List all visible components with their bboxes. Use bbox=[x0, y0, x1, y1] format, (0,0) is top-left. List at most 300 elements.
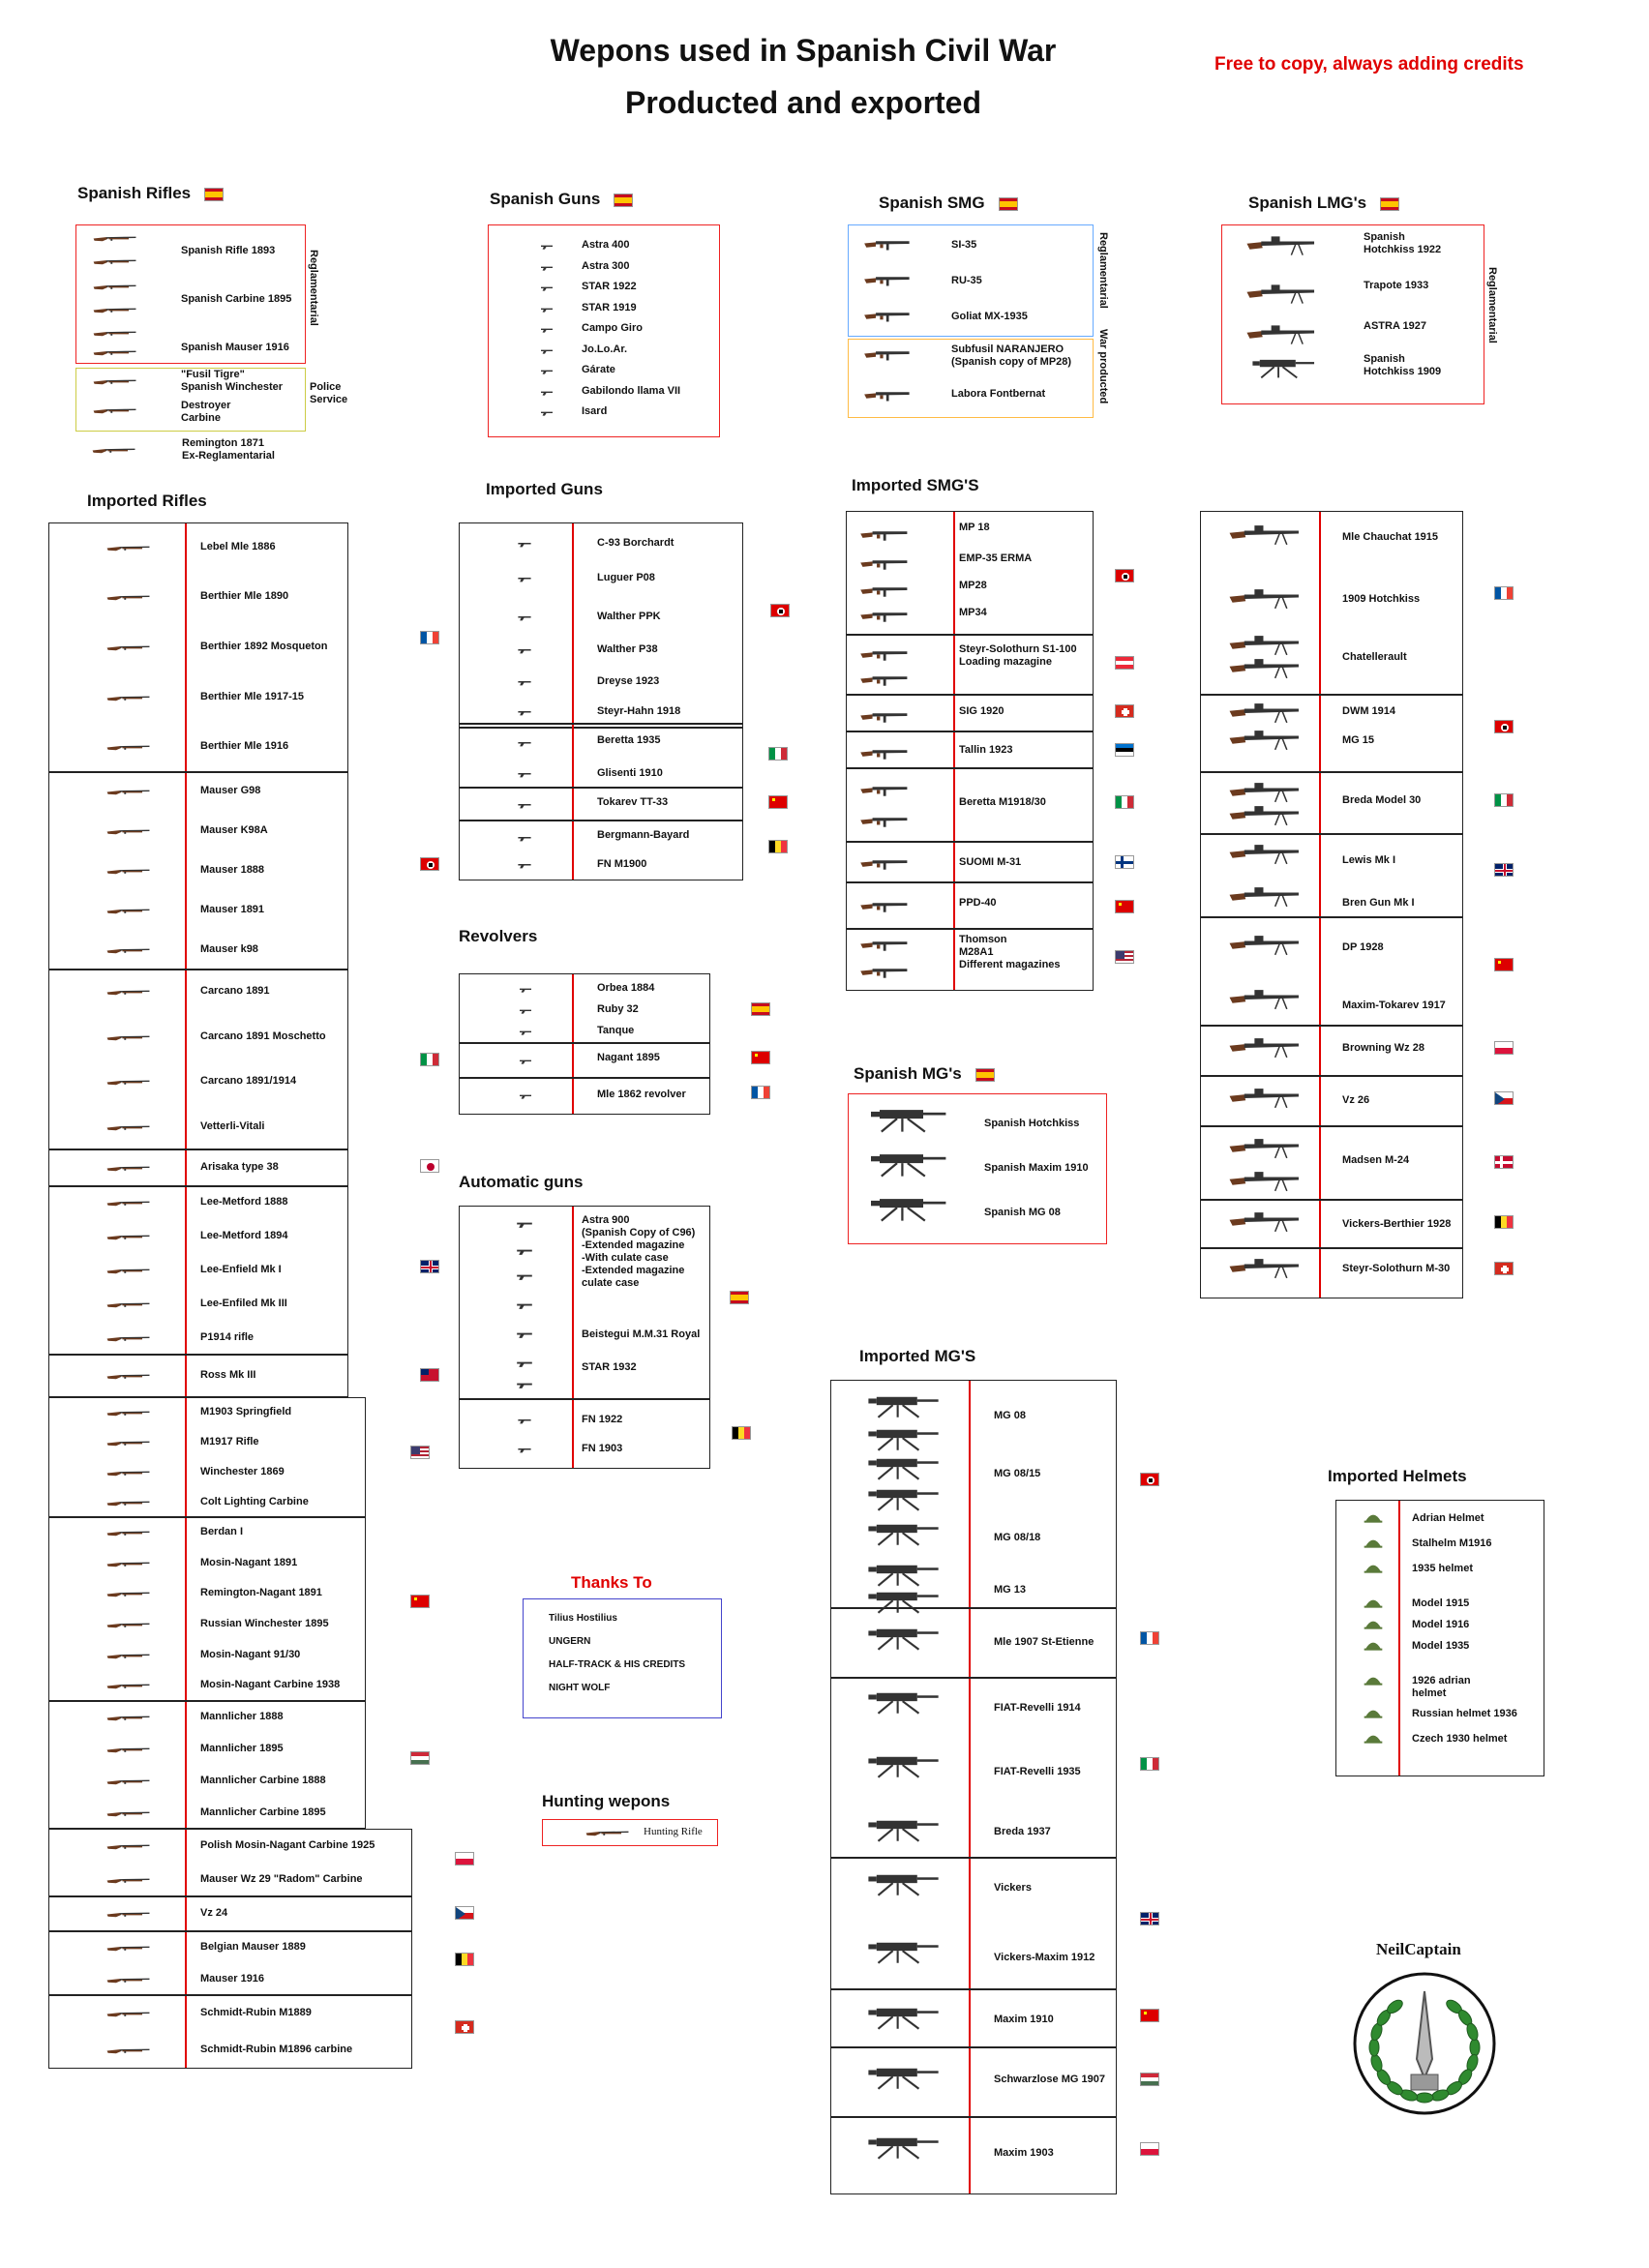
rifle-icon bbox=[86, 943, 171, 962]
section-title-text: Spanish MG's bbox=[854, 1064, 962, 1083]
us-flag-icon bbox=[1115, 950, 1134, 964]
weapon-label: Maxim 1903 bbox=[994, 2147, 1054, 2159]
section-title-text: Imported MG'S bbox=[859, 1347, 976, 1365]
weapon-label: Maxim 1910 bbox=[994, 2014, 1054, 2025]
weapon-label: Mauser Wz 29 "Radom" Carbine bbox=[200, 1872, 363, 1885]
weapon-label: Vickers-Maxim 1912 bbox=[994, 1952, 1095, 1963]
imported-lmg-group bbox=[1200, 834, 1463, 917]
emblem-icon bbox=[1351, 1970, 1498, 2122]
divider bbox=[953, 883, 955, 928]
smg-icon bbox=[862, 345, 914, 368]
imported-mg-group bbox=[830, 2047, 1117, 2117]
ru-flag-icon bbox=[751, 1051, 770, 1064]
weapon-label: Isard bbox=[582, 405, 608, 417]
rifle-icon bbox=[86, 1907, 171, 1925]
police-service-tag: Police Service bbox=[310, 381, 348, 405]
imported-lmg-group bbox=[1200, 1076, 1463, 1126]
ru-flag-icon bbox=[1140, 2009, 1159, 2022]
section-title-spanish-mgs bbox=[854, 1064, 995, 1084]
weapon-label: FN M1900 bbox=[597, 858, 647, 870]
pistol-icon bbox=[514, 643, 535, 661]
rifle-icon bbox=[86, 785, 171, 803]
weapon-label: Orbea 1884 bbox=[597, 982, 655, 994]
de-flag-icon bbox=[770, 604, 790, 617]
rifle-icon bbox=[86, 590, 171, 609]
reglamentarial-tag: Reglamentarial bbox=[1486, 267, 1498, 343]
rifle-icon bbox=[86, 1369, 171, 1388]
jp-flag-icon bbox=[420, 1159, 439, 1173]
lmg-icon bbox=[1228, 1210, 1302, 1238]
imported-guns-be-box bbox=[459, 821, 743, 880]
pl-flag-icon bbox=[1140, 2142, 1159, 2156]
divider bbox=[969, 1679, 971, 1857]
section-title-text: Hunting wepons bbox=[542, 1792, 671, 1810]
lmg-icon bbox=[1245, 282, 1317, 312]
weapon-label: FN 1903 bbox=[582, 1443, 623, 1454]
smg-icon bbox=[858, 671, 913, 693]
imported-rifles-group bbox=[48, 1931, 412, 1995]
weapon-label: Stalhelm M1916 bbox=[1412, 1537, 1492, 1549]
imported-rifles-group bbox=[48, 1355, 348, 1397]
smg-icon bbox=[858, 645, 913, 668]
weapon-label: Walther P38 bbox=[597, 643, 658, 655]
weapon-label: Vetterli-Vitali bbox=[200, 1119, 265, 1132]
weapon-label: Belgian Mauser 1889 bbox=[200, 1940, 306, 1953]
lmg-icon bbox=[1228, 587, 1302, 615]
weapon-label: Spanish Carbine 1895 bbox=[181, 293, 292, 305]
rifle-icon bbox=[80, 231, 150, 250]
weapon-label: Spanish Maxim 1910 bbox=[984, 1162, 1089, 1174]
rifle-icon bbox=[86, 824, 171, 843]
weapon-label: Beretta 1935 bbox=[597, 734, 661, 746]
divider bbox=[1319, 512, 1321, 694]
weapon-label: Ruby 32 bbox=[597, 1003, 639, 1015]
smg-icon bbox=[862, 307, 914, 329]
section-title-text: Spanish Rifles bbox=[77, 184, 192, 202]
weapon-label: Lewis Mk I bbox=[1342, 854, 1396, 866]
mg-icon bbox=[860, 1483, 942, 1519]
divider bbox=[953, 930, 955, 990]
imported-lmg-group bbox=[1200, 1026, 1463, 1076]
rifle-icon bbox=[86, 1075, 171, 1093]
imported-smg-group bbox=[846, 635, 1094, 695]
imported-mg-group bbox=[830, 1858, 1117, 1989]
smg-icon bbox=[858, 854, 913, 877]
weapon-label: MG 08/18 bbox=[994, 1532, 1041, 1543]
weapon-label: M1917 Rifle bbox=[200, 1435, 259, 1447]
divider bbox=[953, 512, 955, 634]
mg-icon bbox=[862, 1147, 949, 1186]
revolvers-fr-box bbox=[459, 1078, 710, 1115]
credit-name: HALF-TRACK & HIS CREDITS bbox=[549, 1659, 686, 1670]
imported-guns-box bbox=[459, 522, 743, 724]
divider bbox=[572, 1044, 574, 1077]
spanish-smg-box bbox=[848, 224, 1094, 337]
pistol-icon bbox=[512, 1218, 537, 1236]
divider bbox=[1319, 1027, 1321, 1075]
section-title-imported-rifles bbox=[87, 492, 207, 511]
weapon-label: Astra 300 bbox=[582, 259, 630, 272]
imported-rifles-group bbox=[48, 1517, 366, 1701]
weapon-label: MG 15 bbox=[1342, 734, 1375, 746]
reglamentarial-tag: Reglamentarial bbox=[1097, 232, 1109, 309]
it-flag-icon bbox=[1494, 793, 1514, 807]
imported-smg-group bbox=[846, 695, 1094, 731]
be-flag-icon bbox=[768, 840, 788, 853]
rifle-icon bbox=[86, 1196, 171, 1214]
weapon-label: Breda 1937 bbox=[994, 1826, 1051, 1837]
divider bbox=[572, 821, 574, 880]
es-flag-icon bbox=[204, 188, 224, 201]
rifle-icon bbox=[86, 1711, 171, 1729]
lmg-icon bbox=[1228, 657, 1302, 685]
weapon-label: Madsen M-24 bbox=[1342, 1154, 1410, 1166]
weapon-label: Spanish Hotchkiss 1909 bbox=[1364, 353, 1442, 377]
weapon-label: Vickers-Berthier 1928 bbox=[1342, 1218, 1452, 1230]
pistol-icon bbox=[512, 1328, 537, 1346]
lmg-icon bbox=[1228, 804, 1302, 832]
helmet-icon bbox=[1364, 1534, 1383, 1558]
divider bbox=[1319, 835, 1321, 916]
rifle-icon bbox=[86, 1557, 171, 1575]
weapon-label: Adrian Helmet bbox=[1412, 1512, 1484, 1524]
weapon-label: Nagant 1895 bbox=[597, 1052, 660, 1063]
imported-rifles-group bbox=[48, 1995, 412, 2069]
weapon-label: Chatellerault bbox=[1342, 651, 1407, 663]
imported-lmg-group bbox=[1200, 917, 1463, 1026]
imported-lmg-group bbox=[1200, 772, 1463, 834]
weapon-label: Spanish Hotchkiss bbox=[984, 1118, 1080, 1129]
weapon-label: Trapote 1933 bbox=[1364, 280, 1429, 291]
helmet-icon bbox=[1364, 1559, 1383, 1583]
cz-flag-icon bbox=[1494, 1091, 1514, 1105]
weapon-label: Luguer P08 bbox=[597, 572, 655, 583]
weapon-label: DP 1928 bbox=[1342, 941, 1384, 953]
rifle-icon bbox=[86, 691, 171, 709]
pistol-icon bbox=[537, 364, 556, 381]
weapon-label: Colt Lighting Carbine bbox=[200, 1495, 309, 1507]
lmg-icon bbox=[1228, 934, 1302, 962]
weapon-label: Arisaka type 38 bbox=[200, 1161, 279, 1173]
helmet-icon bbox=[1364, 1508, 1383, 1533]
weapon-label: MP28 bbox=[959, 580, 987, 591]
us-flag-icon bbox=[410, 1446, 430, 1459]
weapon-label: Maxim-Tokarev 1917 bbox=[1342, 1000, 1446, 1011]
rifle-icon bbox=[86, 2007, 171, 2025]
helmets-box bbox=[1335, 1500, 1544, 1776]
section-title-revolvers bbox=[459, 927, 537, 946]
mg-icon bbox=[860, 1518, 942, 1554]
weapon-label: Mle 1862 revolver bbox=[597, 1089, 686, 1100]
imported-mg-group bbox=[830, 1989, 1117, 2047]
weapon-label: Tanque bbox=[597, 1025, 635, 1036]
revolvers-box bbox=[459, 973, 710, 1043]
weapon-label: Mosin-Nagant Carbine 1938 bbox=[200, 1679, 341, 1691]
weapon-label: Carcano 1891/1914 bbox=[200, 1075, 297, 1088]
imported-mg-group bbox=[830, 1608, 1117, 1678]
pistol-icon bbox=[512, 1270, 537, 1288]
pistol-icon bbox=[514, 798, 535, 816]
weapon-label: 1935 helmet bbox=[1412, 1563, 1473, 1574]
pistol-icon bbox=[514, 1414, 535, 1431]
weapon-label: Astra 900 (Spanish Copy of C96) -Extended magazine -With culate case -Extended magazine culate case bbox=[582, 1214, 696, 1289]
divider bbox=[969, 1990, 971, 2046]
smg-icon bbox=[858, 897, 913, 919]
mg-icon bbox=[860, 2062, 942, 2098]
rifle-icon bbox=[86, 2044, 171, 2062]
weapon-label: Breda Model 30 bbox=[1342, 794, 1422, 806]
divider bbox=[1319, 1127, 1321, 1199]
smg-icon bbox=[858, 963, 913, 985]
pistol-icon bbox=[514, 705, 535, 723]
section-title-hunting bbox=[542, 1792, 670, 1811]
rifle-icon bbox=[86, 1526, 171, 1544]
rifle-icon bbox=[80, 345, 150, 364]
section-title-thanks bbox=[571, 1573, 652, 1593]
imported-guns-ru-box bbox=[459, 788, 743, 821]
revolvers-ru-box bbox=[459, 1043, 710, 1078]
weapon-label: MG 08 bbox=[994, 1410, 1027, 1421]
divider bbox=[572, 523, 574, 723]
author-name: NeilCaptain bbox=[1376, 1940, 1461, 1958]
divider bbox=[1319, 696, 1321, 771]
credit-name: NIGHT WOLF bbox=[549, 1683, 611, 1693]
lmg-icon bbox=[1228, 701, 1302, 730]
smg-icon bbox=[858, 936, 913, 958]
rifle-icon bbox=[86, 1030, 171, 1049]
weapon-label: Remington 1871 Ex-Reglamentarial bbox=[182, 437, 275, 462]
title-line-2: Producted and exported bbox=[624, 85, 982, 120]
imported-rifles-group bbox=[48, 1896, 412, 1931]
de-flag-icon bbox=[420, 857, 439, 871]
divider bbox=[185, 523, 187, 771]
rifle-icon bbox=[86, 904, 171, 922]
divider bbox=[185, 1150, 187, 1185]
weapon-label: Berthier Mle 1917-15 bbox=[200, 690, 304, 702]
divider bbox=[953, 636, 955, 694]
pistol-icon bbox=[512, 1379, 537, 1396]
weapon-label: Gabilondo llama VII bbox=[582, 384, 681, 397]
imported-smg-group bbox=[846, 731, 1094, 768]
lmg-icon bbox=[1228, 885, 1302, 913]
smg-icon bbox=[858, 707, 913, 730]
mg-icon bbox=[860, 1686, 942, 1722]
weapon-label: Berthier Mle 1916 bbox=[200, 740, 289, 753]
lmg-icon bbox=[1228, 1087, 1302, 1115]
divider bbox=[969, 2048, 971, 2116]
rifle-icon bbox=[80, 303, 150, 321]
helmet-icon bbox=[1364, 1671, 1383, 1695]
imported-rifles-group bbox=[48, 1701, 366, 1829]
rifle-icon bbox=[79, 443, 149, 462]
ch-flag-icon bbox=[1494, 1262, 1514, 1275]
spanish-guns-box bbox=[488, 224, 720, 437]
divider bbox=[572, 1207, 574, 1398]
weapon-label: MG 13 bbox=[994, 1584, 1027, 1596]
weapon-label: SI-35 bbox=[951, 239, 977, 251]
weapon-label: Lee-Metford 1894 bbox=[200, 1230, 288, 1242]
pistol-icon bbox=[514, 572, 535, 589]
rifle-icon bbox=[86, 1839, 171, 1858]
fr-flag-icon bbox=[1494, 586, 1514, 600]
weapon-label: Mle 1907 St-Etienne bbox=[994, 1636, 1094, 1648]
rifle-icon bbox=[86, 1436, 171, 1454]
reglamentarial-tag: Reglamentarial bbox=[308, 250, 319, 326]
weapon-label: Vickers bbox=[994, 1882, 1032, 1894]
pistol-icon bbox=[514, 767, 535, 785]
ru-flag-icon bbox=[410, 1595, 430, 1608]
dk-flag-icon bbox=[1494, 1155, 1514, 1169]
weapon-label: Schmidt-Rubin M1889 bbox=[200, 2007, 312, 2018]
war-produced-tag: War producted bbox=[1097, 329, 1109, 404]
imported-lmg-group bbox=[1200, 1248, 1463, 1298]
weapon-label: RU-35 bbox=[951, 275, 982, 286]
smg-icon bbox=[862, 235, 914, 257]
es-flag-icon bbox=[975, 1068, 995, 1082]
imported-lmg-group bbox=[1200, 511, 1463, 695]
divider bbox=[953, 843, 955, 881]
weapon-label: Russian helmet 1936 bbox=[1412, 1708, 1517, 1719]
section-title-automatic-guns bbox=[459, 1173, 583, 1192]
title-line-1: Wepons used in Spanish Civil War bbox=[550, 33, 1057, 68]
weapon-label: Glisenti 1910 bbox=[597, 767, 663, 779]
at-flag-icon bbox=[1115, 656, 1134, 670]
mg-icon bbox=[1245, 355, 1317, 385]
rifle-icon bbox=[86, 1775, 171, 1793]
divider bbox=[572, 789, 574, 820]
ru-flag-icon bbox=[1115, 900, 1134, 913]
weapon-label: M1903 Springfield bbox=[200, 1405, 292, 1418]
weapon-label: 1926 adrian helmet bbox=[1412, 1675, 1471, 1699]
pistol-icon bbox=[514, 611, 535, 628]
rifle-icon bbox=[86, 864, 171, 882]
imported-mg-group bbox=[830, 2117, 1117, 2194]
cz-flag-icon bbox=[455, 1906, 474, 1920]
weapon-label: MP 18 bbox=[959, 522, 990, 533]
rifle-icon bbox=[86, 1406, 171, 1424]
pistol-icon bbox=[516, 1025, 535, 1042]
weapon-label: Mannlicher Carbine 1888 bbox=[200, 1774, 326, 1786]
mg-icon bbox=[860, 1750, 942, 1786]
section-title-text: Imported SMG'S bbox=[852, 476, 979, 494]
helmet-icon bbox=[1364, 1729, 1383, 1753]
weapon-label: DWM 1914 bbox=[1342, 705, 1396, 717]
mg-icon bbox=[860, 1390, 942, 1426]
ch-flag-icon bbox=[1115, 704, 1134, 718]
weapon-label: FIAT-Revelli 1935 bbox=[994, 1766, 1081, 1777]
gb-flag-icon bbox=[420, 1260, 439, 1273]
rifle-icon bbox=[86, 1743, 171, 1761]
rifle-icon bbox=[86, 1496, 171, 1514]
pistol-icon bbox=[537, 385, 556, 403]
weapon-label: FIAT-Revelli 1914 bbox=[994, 1702, 1081, 1714]
imported-rifles-group bbox=[48, 1149, 348, 1186]
section-title-spanish-rifles bbox=[77, 184, 224, 203]
weapon-label: Mauser K98A bbox=[200, 824, 268, 837]
imported-rifles-group bbox=[48, 522, 348, 772]
pistol-icon bbox=[537, 260, 556, 278]
weapon-label: SIG 1920 bbox=[959, 705, 1004, 717]
section-title-text: Automatic guns bbox=[459, 1173, 584, 1191]
weapon-label: Tallin 1923 bbox=[959, 744, 1013, 756]
divider bbox=[1319, 1077, 1321, 1125]
divider bbox=[572, 1079, 574, 1114]
divider bbox=[953, 732, 955, 767]
imported-lmg-group bbox=[1200, 1200, 1463, 1248]
pistol-icon bbox=[514, 675, 535, 693]
hunting-box bbox=[542, 1819, 718, 1846]
smg-icon bbox=[858, 525, 913, 548]
weapon-label: Lee-Enfield Mk I bbox=[200, 1264, 282, 1275]
imported-smg-group bbox=[846, 511, 1094, 635]
lmg-icon bbox=[1245, 233, 1317, 263]
weapon-label: Mauser G98 bbox=[200, 785, 261, 797]
helmet-icon bbox=[1364, 1704, 1383, 1728]
divider bbox=[185, 773, 187, 969]
section-title-text: Thanks To bbox=[571, 1573, 652, 1592]
mg-icon bbox=[860, 2132, 942, 2167]
pistol-icon bbox=[537, 302, 556, 319]
ee-flag-icon bbox=[1115, 743, 1134, 757]
weapon-label: Mauser 1916 bbox=[200, 1972, 265, 1984]
rifle-icon bbox=[86, 1587, 171, 1605]
rifle-icon bbox=[86, 1331, 171, 1350]
spanish-lmg-box bbox=[1221, 224, 1484, 404]
pistol-icon bbox=[512, 1358, 537, 1375]
rifle-icon bbox=[86, 1161, 171, 1179]
gb-flag-icon bbox=[1140, 1912, 1159, 1925]
rifle-icon bbox=[86, 641, 171, 659]
mg-icon bbox=[860, 1936, 942, 1972]
weapon-label: Polish Mosin-Nagant Carbine 1925 bbox=[200, 1838, 375, 1851]
rifle-icon bbox=[86, 1649, 171, 1667]
be-flag-icon bbox=[1494, 1215, 1514, 1229]
de-flag-icon bbox=[1115, 569, 1134, 582]
divider bbox=[185, 970, 187, 1149]
weapon-label: FN 1922 bbox=[582, 1414, 623, 1425]
weapon-label: MG 08/15 bbox=[994, 1468, 1041, 1479]
weapon-label: Spanish Hotchkiss 1922 bbox=[1364, 231, 1442, 255]
section-title-text: Spanish LMG's bbox=[1248, 194, 1367, 212]
weapon-label: STAR 1919 bbox=[582, 301, 637, 313]
police-rifles-box bbox=[75, 368, 306, 432]
weapon-label: Steyr-Solothurn S1-100 Loading mazagine bbox=[959, 643, 1077, 668]
pl-flag-icon bbox=[1494, 1041, 1514, 1055]
divider bbox=[185, 1187, 187, 1354]
pistol-icon bbox=[512, 1299, 537, 1317]
weapon-label: Beistegui M.M.31 Royal bbox=[582, 1328, 701, 1340]
imported-rifles-group bbox=[48, 970, 348, 1149]
spanish-mg-box bbox=[848, 1093, 1107, 1244]
pistol-icon bbox=[537, 322, 556, 340]
divider bbox=[1319, 1201, 1321, 1247]
divider bbox=[572, 725, 574, 787]
weapon-label: Dreyse 1923 bbox=[597, 675, 660, 687]
weapon-label: Spanish Mauser 1916 bbox=[181, 342, 289, 353]
weapon-label: Model 1935 bbox=[1412, 1640, 1470, 1652]
divider bbox=[1319, 918, 1321, 1025]
rifle-icon bbox=[86, 1298, 171, 1316]
rifle-icon bbox=[80, 403, 150, 422]
section-title-text: Imported Guns bbox=[486, 480, 603, 498]
divider bbox=[185, 1518, 187, 1700]
weapon-label: Thomson M28A1 Different magazines bbox=[959, 934, 1061, 970]
weapon-label: Bren Gun Mk I bbox=[1342, 897, 1415, 909]
es-flag-icon bbox=[1380, 197, 1399, 211]
divider bbox=[969, 1609, 971, 1677]
es-flag-icon bbox=[730, 1291, 749, 1304]
smg-icon bbox=[858, 582, 913, 604]
